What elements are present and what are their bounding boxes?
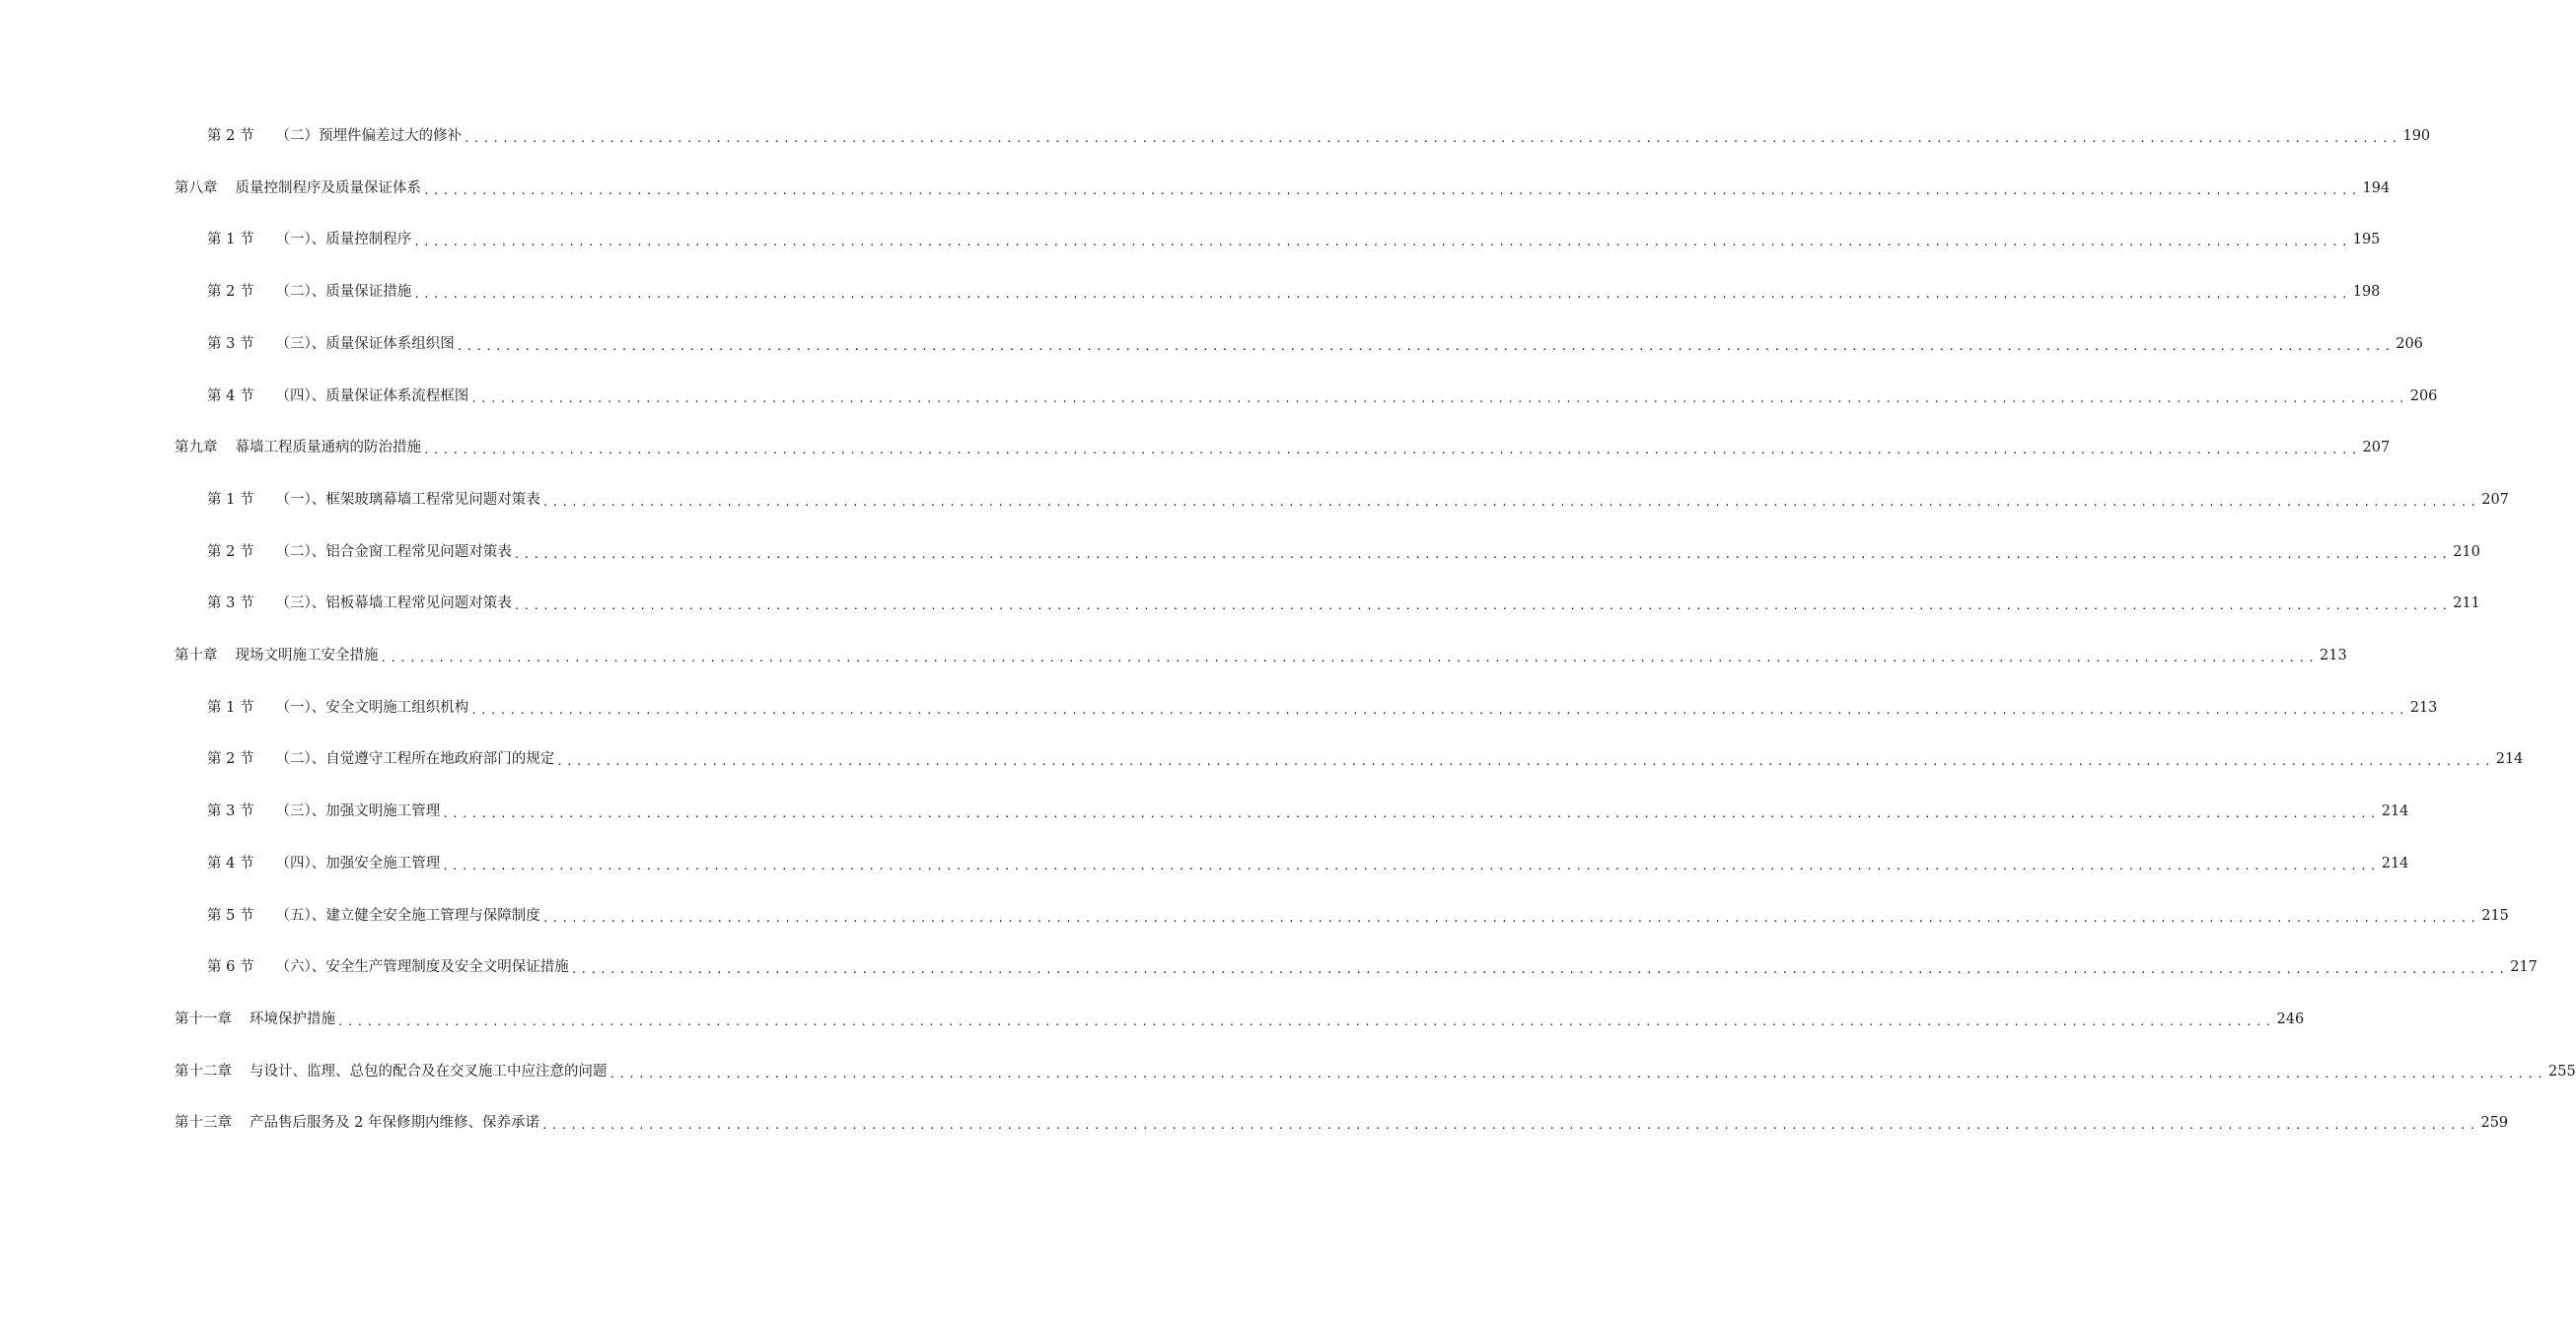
toc-entry-number: 第 2 节 (207, 543, 254, 560)
toc-entry-page-number: 207 (2481, 491, 2509, 508)
toc-entry-label (207, 800, 440, 823)
toc-dot-leader: ........................................................................................................................................................................................................ (442, 859, 2380, 872)
toc-entry-section[interactable] (207, 696, 2438, 720)
toc-entry-title: （一）、框架玻璃幕墙工程常见问题对策表 (275, 491, 540, 508)
toc-entry-number: 第十二章 (175, 1063, 232, 1080)
toc-entry-number: 第十章 (175, 648, 218, 663)
toc-entry-label (207, 124, 462, 148)
toc-entry-section[interactable] (207, 280, 2381, 304)
toc-dot-leader: ........................................................................................................................................................................................................ (463, 132, 2401, 145)
toc-entry-number: 第 2 节 (207, 751, 254, 768)
toc-entry-label (207, 384, 468, 408)
toc-entry-title: 产品售后服务及 2 年保修期内维修、保养承诺 (250, 1115, 539, 1132)
toc-dot-leader: ........................................................................................................................................................................................................ (570, 963, 2509, 977)
toc-entry-label (207, 696, 468, 720)
toc-entry-title: （四）、加强安全施工管理 (275, 855, 441, 872)
toc-entry-page-number: 195 (2352, 232, 2381, 248)
toc-entry-page-number: 259 (2480, 1115, 2509, 1132)
toc-entry-title: 环境保护措施 (250, 1011, 335, 1027)
toc-dot-leader: ........................................................................................................................................................................................................ (380, 652, 2319, 664)
toc-entry-page-number: 211 (2453, 595, 2480, 612)
toc-entry-number: 第 2 节 (207, 284, 254, 301)
toc-entry-section[interactable] (207, 904, 2509, 928)
toc-dot-leader: ........................................................................................................................................................................................................ (541, 495, 2480, 509)
toc-dot-leader: ........................................................................................................................................................................................................ (442, 807, 2380, 821)
toc-entry-label (207, 852, 440, 875)
toc-entry-label (175, 1008, 335, 1031)
toc-entry-title: 现场文明施工安全措施 (235, 648, 379, 663)
toc-entry-page-number: 210 (2453, 543, 2480, 560)
toc-entry-number: 第九章 (175, 440, 218, 456)
toc-entry-section[interactable] (207, 540, 2480, 564)
toc-entry-title: 幕墙工程质量通病的防治措施 (235, 440, 421, 456)
toc-entry-number: 第 2 节 (207, 128, 254, 144)
toc-entry-chapter[interactable] (175, 436, 2391, 459)
toc-entry-page-number: 217 (2510, 959, 2538, 976)
toc-entry-number: 第 3 节 (207, 595, 254, 612)
toc-dot-leader: ........................................................................................................................................................................................................ (470, 391, 2408, 405)
toc-entry-section[interactable] (207, 384, 2438, 408)
toc-dot-leader: ........................................................................................................................................................................................................ (556, 755, 2494, 769)
toc-entry-chapter[interactable] (175, 1111, 2509, 1135)
toc-entry-title: （三）、铝板幕墙工程常见问题对策表 (275, 595, 512, 612)
toc-entry-page-number: 190 (2402, 128, 2431, 144)
toc-dot-leader: ........................................................................................................................................................................................................ (541, 911, 2480, 925)
toc-entry-chapter[interactable] (175, 1008, 2305, 1031)
toc-entry-title: （三）、加强文明施工管理 (275, 803, 441, 820)
toc-entry-number: 第 4 节 (207, 387, 254, 404)
toc-entry-label (175, 436, 421, 459)
toc-entry-page-number: 214 (2381, 855, 2409, 872)
toc-dot-leader: ........................................................................................................................................................................................................ (413, 288, 2351, 302)
toc-entry-page-number: 213 (2320, 648, 2347, 663)
toc-entry-title: （六）、安全生产管理制度及安全文明保证措施 (275, 959, 569, 976)
toc-entry-page-number: 194 (2362, 179, 2391, 196)
toc-entry-label (207, 955, 569, 979)
toc-entry-page-number: 206 (2396, 335, 2423, 352)
toc-dot-leader: ........................................................................................................................................................................................................ (540, 1119, 2479, 1133)
toc-entry-section[interactable] (207, 228, 2381, 251)
toc-entry-title: （二）、质量保证措施 (275, 284, 412, 301)
toc-entry-number: 第 6 节 (207, 959, 254, 976)
toc-entry-title: （三）、质量保证体系组织图 (275, 335, 455, 352)
toc-entry-title: （二）预埋件偏差过大的修补 (275, 128, 462, 144)
toc-entry-page-number: 214 (2495, 751, 2524, 768)
toc-entry-label (175, 1111, 539, 1135)
toc-entry-number: 第 1 节 (207, 232, 254, 248)
toc-entry-page-number: 215 (2481, 907, 2509, 924)
toc-entry-section[interactable] (207, 955, 2538, 979)
toc-dot-leader: ........................................................................................................................................................................................................ (423, 444, 2361, 457)
toc-entry-page-number: 214 (2381, 803, 2409, 820)
toc-entry-section[interactable] (207, 332, 2423, 356)
toc-entry-number: 第十一章 (175, 1011, 232, 1027)
toc-entry-title: （一）、质量控制程序 (275, 232, 412, 248)
toc-entry-number: 第 3 节 (207, 803, 254, 820)
toc-entry-number: 第 4 节 (207, 855, 254, 872)
toc-entry-page-number: 246 (2276, 1011, 2305, 1027)
toc-entry-page-number: 207 (2362, 440, 2391, 456)
toc-entry-section[interactable] (207, 800, 2409, 823)
toc-entry-title: （二）、自觉遵守工程所在地政府部门的规定 (275, 751, 555, 768)
toc-entry-label (207, 488, 540, 512)
toc-entry-page-number: 213 (2409, 699, 2438, 716)
toc-entry-label (175, 644, 379, 667)
toc-entry-label (175, 1060, 608, 1083)
toc-dot-leader: ........................................................................................................................................................................................................ (470, 703, 2408, 717)
toc-entry-section[interactable] (207, 124, 2431, 148)
toc-entry-label (207, 228, 411, 251)
toc-entry-label (207, 592, 512, 615)
toc-dot-leader: ........................................................................................................................................................................................................ (413, 236, 2351, 249)
toc-entry-number: 第八章 (175, 179, 218, 196)
toc-entry-number: 第 3 节 (207, 335, 254, 352)
toc-entry-section[interactable] (207, 747, 2524, 771)
toc-entry-section[interactable] (207, 488, 2509, 512)
toc-entry-page-number: 206 (2409, 387, 2438, 404)
toc-entry-label (207, 332, 455, 356)
toc-entry-chapter[interactable] (175, 644, 2347, 667)
toc-entry-number: 第 1 节 (207, 491, 254, 508)
toc-entry-page-number: 255 (2548, 1063, 2576, 1080)
toc-dot-leader: ........................................................................................................................................................................................................ (456, 339, 2395, 353)
toc-dot-leader: ........................................................................................................................................................................................................ (608, 1067, 2547, 1081)
toc-entry-label (207, 747, 554, 771)
toc-entry-title: （四）、质量保证体系流程框图 (275, 387, 469, 404)
toc-entry-label (175, 176, 421, 200)
toc-entry-number: 第 1 节 (207, 699, 254, 716)
toc-entry-page-number: 198 (2352, 284, 2381, 301)
toc-entry-chapter[interactable] (175, 176, 2391, 200)
toc-entry-section[interactable] (207, 592, 2480, 615)
toc-entry-section[interactable] (207, 852, 2409, 875)
toc-dot-leader: ........................................................................................................................................................................................................ (513, 599, 2452, 613)
toc-entry-title: （一）、安全文明施工组织机构 (275, 699, 469, 716)
toc-entry-label (207, 280, 411, 304)
toc-dot-leader: ........................................................................................................................................................................................................ (423, 183, 2361, 197)
toc-entry-label (207, 540, 512, 564)
toc-entry-label (207, 904, 540, 928)
toc-dot-leader: ........................................................................................................................................................................................................ (337, 1014, 2275, 1028)
toc-entry-title: （五）、建立健全安全施工管理与保障制度 (275, 907, 540, 924)
toc-entry-title: 与设计、监理、总包的配合及在交叉施工中应注意的问题 (250, 1063, 608, 1080)
toc-entry-title: （二）、铝合金窗工程常见问题对策表 (275, 543, 512, 560)
toc-entry-number: 第 5 节 (207, 907, 254, 924)
toc-entry-number: 第十三章 (175, 1115, 232, 1132)
toc-entry-title: 质量控制程序及质量保证体系 (235, 179, 421, 196)
toc-dot-leader: ........................................................................................................................................................................................................ (513, 547, 2452, 561)
toc-entry-chapter[interactable] (175, 1060, 2576, 1083)
